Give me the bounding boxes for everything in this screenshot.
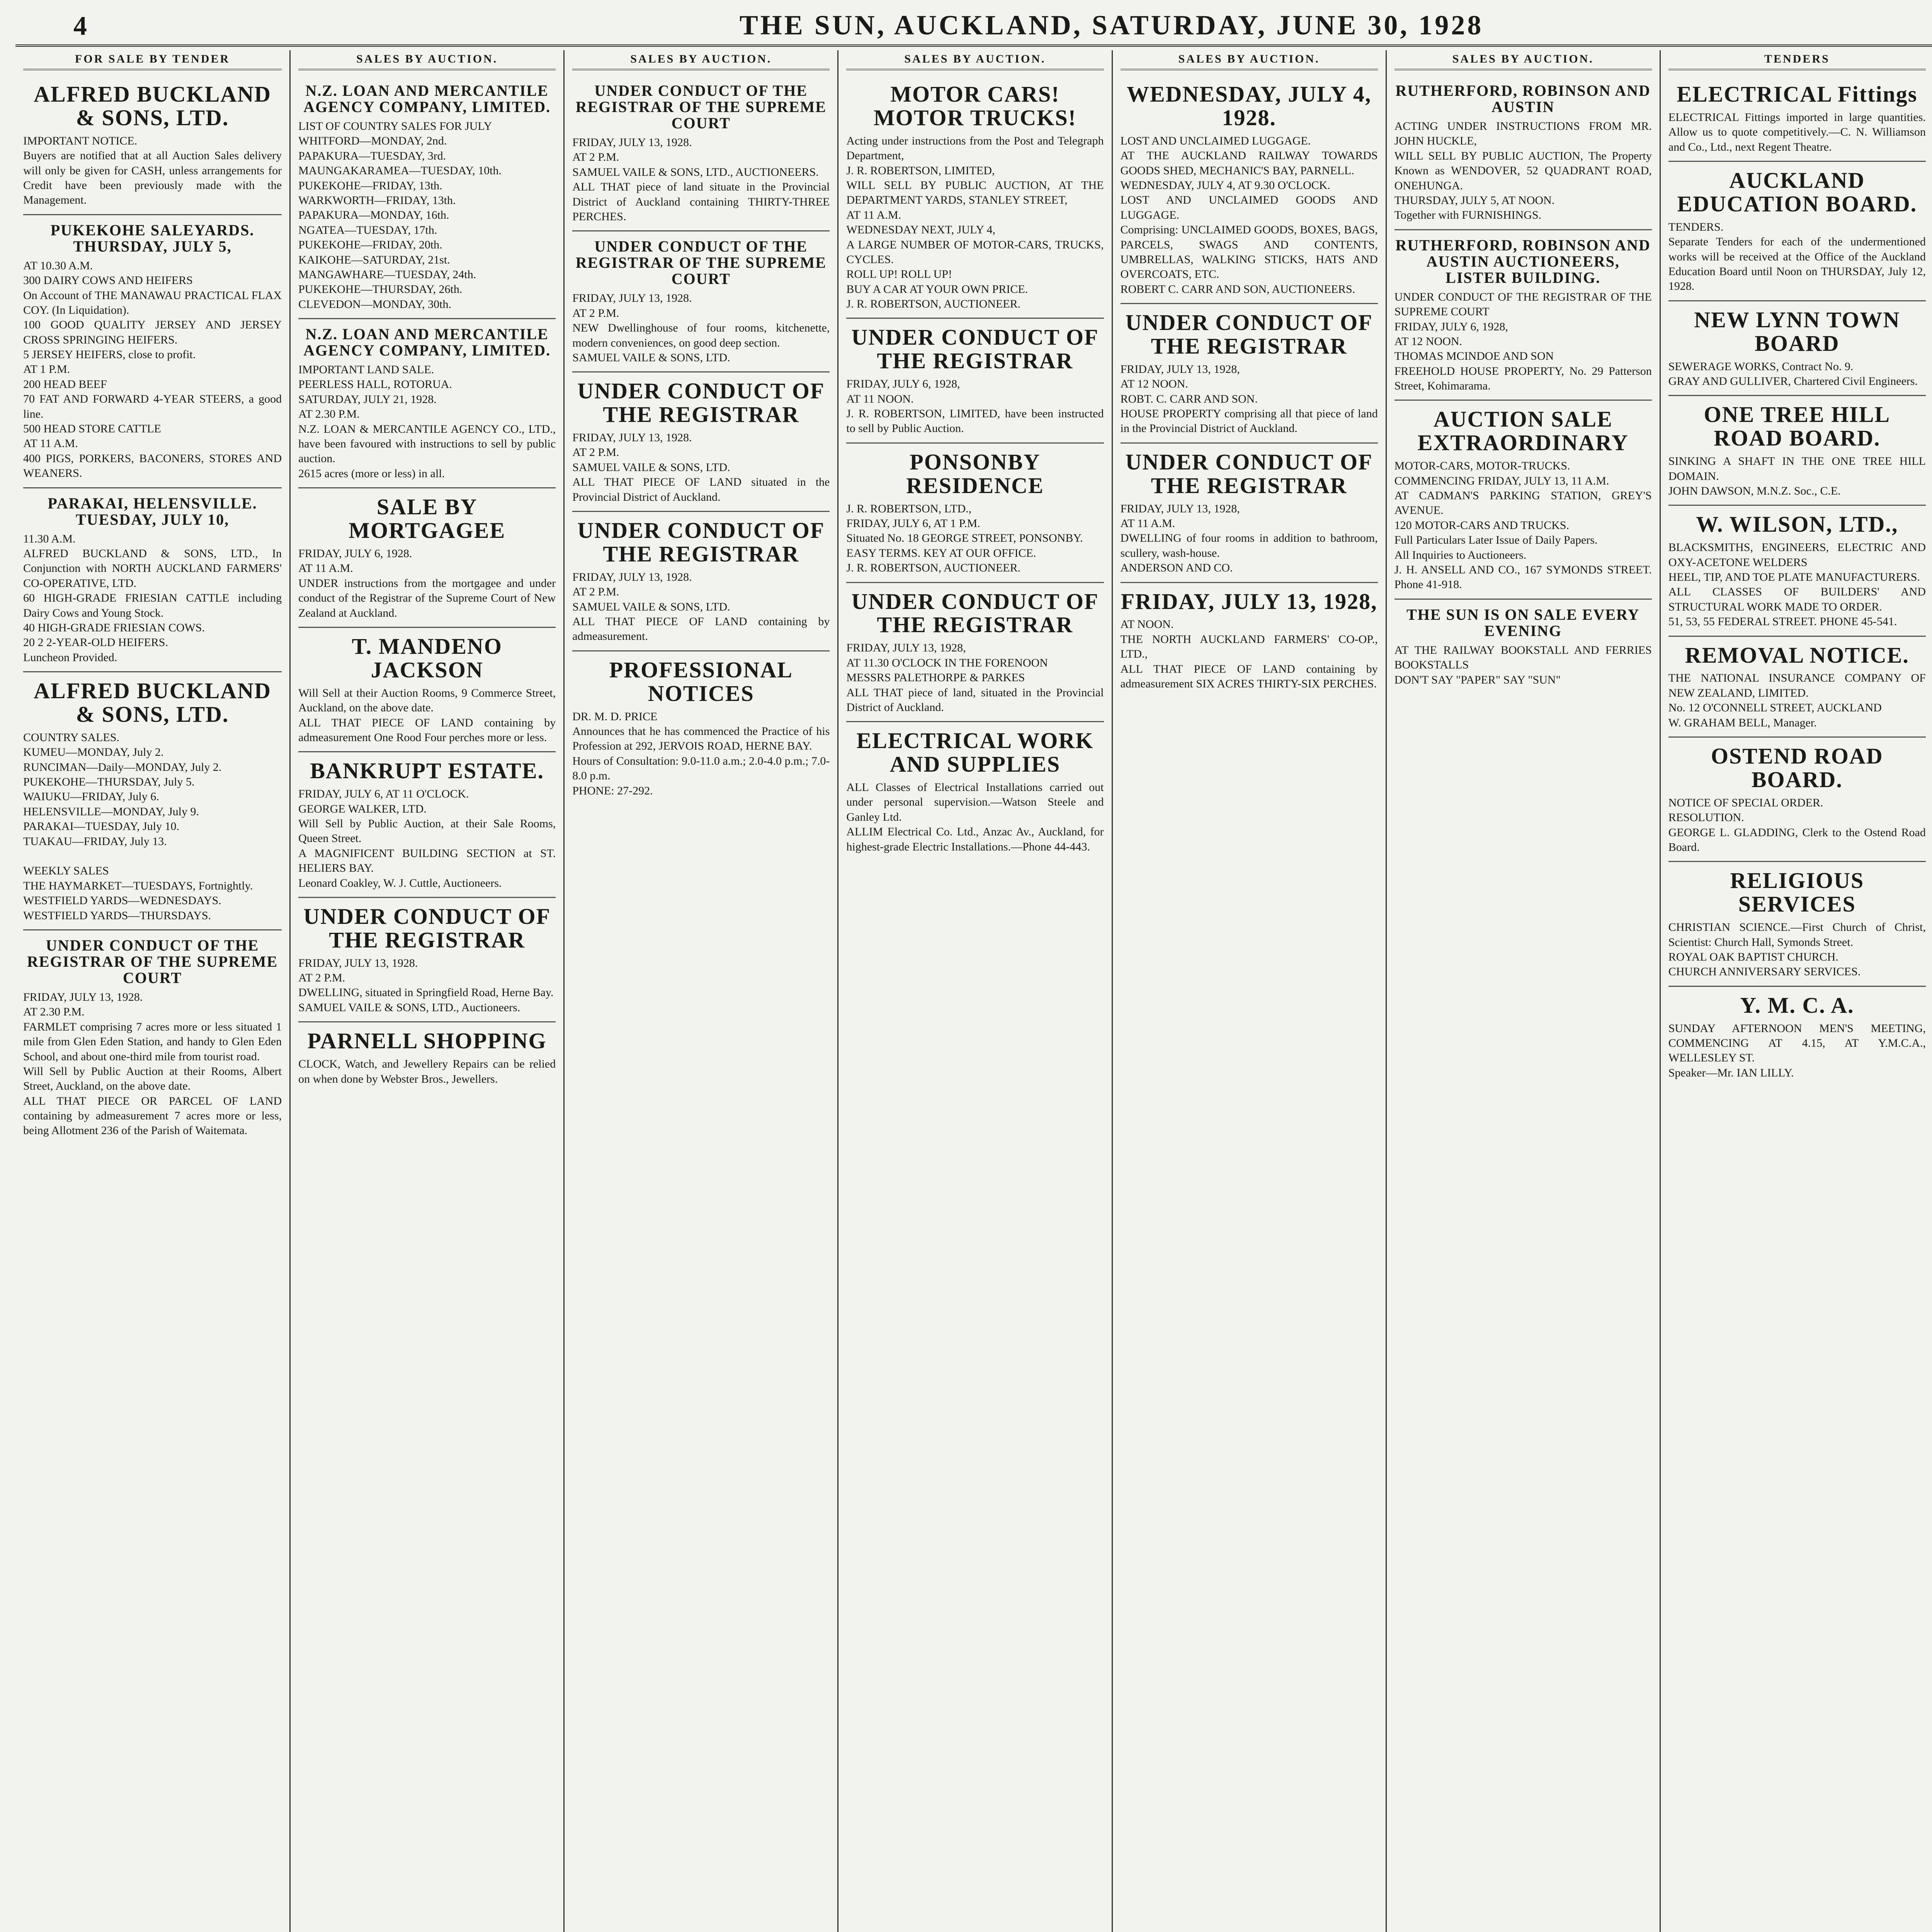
column-heading: SALES BY AUCTION. xyxy=(298,50,556,70)
advertisement-heading: MOTOR CARS! MOTOR TRUCKS! xyxy=(873,82,1077,130)
advertisement-heading: PUKEKOHE SALEYARDS. THURSDAY, JULY 5, xyxy=(50,221,255,255)
advertisement-body: SINKING A SHAFT IN THE ONE TREE HILL DOMAIN. JOHN DAWSON, M.N.Z. Soc., C.E. xyxy=(1668,455,1926,497)
advertisement xyxy=(572,651,830,804)
advertisement xyxy=(1395,600,1652,694)
advertisement-heading: UNDER CONDUCT OF THE REGISTRAR xyxy=(1125,449,1373,498)
column-heading: SALES BY AUCTION. xyxy=(1121,50,1378,70)
advertisement xyxy=(23,672,282,930)
advertisement-body: IMPORTANT LAND SALE. PEERLESS HALL, ROTORUA. SATURDAY, JULY 21, 1928. AT 2.30 P.M. N.Z. LOAN & MERCANTILE AGENCY CO., LTD., have been favoured with instructions to sell by public auction. 2615 acres (more or less) in all. xyxy=(298,363,556,480)
advertisement xyxy=(298,319,556,488)
advertisement-heading: PARAKAI, HELENSVILLE. TUESDAY, JULY 10, xyxy=(48,494,257,528)
advertisement-heading: UNDER CONDUCT OF THE REGISTRAR xyxy=(577,518,825,566)
advertisement xyxy=(1668,301,1926,396)
column-1 xyxy=(15,50,289,1932)
advertisement-heading: WEDNESDAY, JULY 4, 1928. xyxy=(1126,82,1372,130)
advertisement-body: FRIDAY, JULY 13, 1928. AT 2 P.M. NEW Dwellinghouse of four rooms, kitchenette, modern conveniences, on good deep section. SAMUEL VAILE & SONS, LTD. xyxy=(572,292,830,364)
advertisement-body: J. R. ROBERTSON, LTD., FRIDAY, JULY 6, AT 1 P.M. Situated No. 18 GEORGE STREET, PONSONBY. EASY TERMS. KEY AT OUR OFFICE. J. R. ROBERTSON, AUCTIONEER. xyxy=(846,502,1083,575)
advertisement-body: ELECTRICAL Fittings imported in large quantities. Allow us to quote competitively.—C. N. Williamson and Co., Ltd., next Regent Theatre. xyxy=(1668,111,1926,153)
advertisement xyxy=(1668,987,1926,1087)
advertisement-body: IMPORTANT NOTICE. Buyers are notified that at all Auction Sales delivery will only be given for CASH, unless arrangements for Credit have been previously made with the Management. xyxy=(23,134,282,207)
advertisement-heading: UNDER CONDUCT OF THE REGISTRAR xyxy=(577,378,825,427)
advertisement xyxy=(572,372,830,512)
masthead xyxy=(15,8,1932,47)
advertisement-heading: UNDER CONDUCT OF THE REGISTRAR xyxy=(303,903,551,952)
column-3 xyxy=(563,50,837,1932)
advertisement-heading: RUTHERFORD, ROBINSON AND AUSTIN AUCTIONEERS, LISTER BUILDING. xyxy=(1395,236,1651,286)
advertisement-heading: T. MANDENO JACKSON xyxy=(352,633,502,682)
column-5 xyxy=(1112,50,1386,1932)
advertisement-heading: RUTHERFORD, ROBINSON AND AUSTIN xyxy=(1395,82,1651,116)
advertisement xyxy=(23,930,282,1145)
advertisement-body: BLACKSMITHS, ENGINEERS, ELECTRIC AND OXY-ACETONE WELDERS HEEL, TIP, AND TOE PLATE MANUFACTURERS. ALL CLASSES OF BUILDERS' AND STRUCTURAL WORK MADE TO ORDER. 51, 53, 55 FEDERAL STREET. PHONE 45-541. xyxy=(1668,541,1926,628)
advertisement-body: ACTING UNDER INSTRUCTIONS FROM MR. JOHN HUCKLE, WILL SELL BY PUBLIC AUCTION, The Property Known as WENDOVER, 52 QUADRANT ROAD, ONEHUNGA. THURSDAY, JULY 5, AT NOON. Together with FURNISHINGS. xyxy=(1394,120,1652,222)
advertisement-body: FRIDAY, JULY 6, 1928, AT 11 NOON. J. R. ROBERTSON, LIMITED, have been instructed to sell by Public Auction. xyxy=(846,378,1104,435)
advertisement-heading: OSTEND ROAD BOARD. xyxy=(1711,743,1883,792)
advertisement-body: SEWERAGE WORKS, Contract No. 9. GRAY AND GULLIVER, Chartered Civil Engineers. xyxy=(1668,360,1918,388)
column-2 xyxy=(289,50,563,1932)
advertisement-body: SUNDAY AFTERNOON MEN'S MEETING, COMMENCING AT 4.15, AT Y.M.C.A., WELLESLEY ST. Speaker—Mr. IAN LILLY. xyxy=(1668,1022,1926,1079)
advertisement xyxy=(1668,76,1926,162)
column-heading: FOR SALE BY TENDER xyxy=(23,50,282,70)
advertisement-heading: UNDER CONDUCT OF THE REGISTRAR xyxy=(851,325,1099,374)
advertisement-heading: ELECTRICAL WORK AND SUPPLIES xyxy=(856,728,1094,777)
advertisement-heading: ALFRED BUCKLAND & SONS, LTD. xyxy=(34,678,271,727)
advertisement xyxy=(1668,862,1926,986)
advertisement-heading: UNDER CONDUCT OF THE REGISTRAR OF THE SUPREME COURT xyxy=(27,936,278,986)
advertisement xyxy=(1668,162,1926,301)
advertisement-body: FRIDAY, JULY 13, 1928. AT 2 P.M. SAMUEL VAILE & SONS, LTD., AUCTIONEERS. ALL THAT piece of land situate in the Provincial District of Auckland containing THIRTY-THREE PERCHES. xyxy=(572,136,830,223)
advertisement-heading: RELIGIOUS SERVICES xyxy=(1730,868,1864,917)
advertisement-heading: UNDER CONDUCT OF THE REGISTRAR xyxy=(1125,310,1373,359)
advertisement-heading: ELECTRICAL Fittings xyxy=(1677,82,1918,107)
advertisement-body: UNDER CONDUCT OF THE REGISTRAR OF THE SUPREME COURT FRIDAY, JULY 6, 1928, AT 12 NOON. THOMAS MCINDOE AND SON FREEHOLD HOUSE PROPERTY, No. 29 Patterson Street, Kohimarama. xyxy=(1394,290,1652,393)
advertisement xyxy=(298,488,556,628)
advertisement xyxy=(1395,76,1652,230)
advertisement-heading: N.Z. LOAN AND MERCANTILE AGENCY COMPANY, LIMITED. xyxy=(303,325,551,359)
advertisement-heading: N.Z. LOAN AND MERCANTILE AGENCY COMPANY, LIMITED. xyxy=(303,82,551,116)
column-4 xyxy=(837,50,1111,1932)
advertisement-body: NOTICE OF SPECIAL ORDER. RESOLUTION. GEORGE L. GLADDING, Clerk to the Ostend Road Board. xyxy=(1668,796,1926,854)
advertisement-body: FRIDAY, JULY 13, 1928. AT 2 P.M. SAMUEL VAILE & SONS, LTD. ALL THAT PIECE OF LAND situated in the Provincial District of Auckland. xyxy=(572,431,830,503)
advertisement-heading: AUCTION SALE EXTRAORDINARY xyxy=(1417,406,1629,456)
advertisement-body: AT 10.30 A.M. 300 DAIRY COWS AND HEIFERS On Account of THE MANAWAU PRACTICAL FLAX COY. (In Liquidation). 100 GOOD QUALITY JERSEY AND JERSEY CROSS SPRINGING HEIFERS. 5 JERSEY HEIFERS, close to profit. AT 1 P.M. 200 HEAD BEEF 70 FAT AND FORWARD 4-YEAR STEERS, a good line. 500 HEAD STORE CATTLE AT 11 A.M. 400 PIGS, PORKERS, BACONERS, STORES AND WEANERS. xyxy=(23,259,282,480)
advertisement xyxy=(846,444,1104,583)
advertisement xyxy=(846,583,1104,723)
advertisement xyxy=(1121,444,1378,583)
column-heading: SALES BY AUCTION. xyxy=(572,50,830,70)
advertisement xyxy=(23,488,282,673)
advertisement-heading: Y. M. C. A. xyxy=(1740,992,1854,1018)
advertisement-body: ALL Classes of Electrical Installations carried out under personal supervision.—Watson Steele and Ganley Ltd. ALLIM Electrical Co. Ltd., Anzac Av., Auckland, for highest-grade Electric Installations.—Phone 44-443. xyxy=(846,781,1104,853)
advertisement-body: LOST AND UNCLAIMED LUGGAGE. AT THE AUCKLAND RAILWAY TOWARDS GOODS SHED, MECHANIC'S BAY, PARNELL. WEDNESDAY, JULY 4, AT 9.30 O'CLOCK. LOST AND UNCLAIMED GOODS AND LUGGAGE. Comprising: UNCLAIMED GOODS, BOXES, BAGS, PARCELS, SWAGS AND CONTENTS, UMBRELLAS, WALKING STICKS, HATS AND OVERCOATS, ETC. ROBERT C. CARR AND SON, AUCTIONEERS. xyxy=(1120,134,1378,296)
advertisement-body: CLOCK, Watch, and Jewellery Repairs can be relied on when done by Webster Bros., Jewellers. xyxy=(298,1058,556,1085)
page-columns xyxy=(15,50,1932,1932)
advertisement-body: FRIDAY, JULY 13, 1928, AT 12 NOON. ROBT. C. CARR AND SON. HOUSE PROPERTY comprising all that piece of land in the Provincial District of Auckland. xyxy=(1120,362,1378,435)
advertisement-body: MOTOR-CARS, MOTOR-TRUCKS. COMMENCING FRIDAY, JULY 13, 11 A.M. AT CADMAN'S PARKING STATION, GREY'S AVENUE. 120 MOTOR-CARS AND TRUCKS. Full Particulars Later Issue of Daily Papers. All Inquiries to Auctioneers. J. H. ANSELL AND CO., 167 SYMONDS STREET. Phone 41-918. xyxy=(1394,459,1652,591)
advertisement-heading: REMOVAL NOTICE. xyxy=(1685,642,1909,668)
advertisement-body: DR. M. D. PRICE Announces that he has commenced the Practice of his Profession at 292, JERVOIS ROAD, HERNE BAY. Hours of Consultation: 9.0-11.0 a.m.; 2.0-4.0 p.m.; 7.0-8.0 p.m. PHONE: 27-292. xyxy=(572,710,830,797)
page-number: 4 xyxy=(73,11,87,41)
advertisement xyxy=(298,752,556,898)
advertisement-body: FRIDAY, JULY 13, 1928, AT 11 A.M. DWELLING of four rooms in addition to bathroom, scullery, wash-house. ANDERSON AND CO. xyxy=(1120,502,1378,575)
advertisement-heading: UNDER CONDUCT OF THE REGISTRAR OF THE SUPREME COURT xyxy=(575,238,827,288)
advertisement xyxy=(572,76,830,231)
advertisement-body: FRIDAY, JULY 6, AT 11 O'CLOCK. GEORGE WALKER, LTD. Will Sell by Public Auction, at their Sale Rooms, Queen Street. A MAGNIFICENT BUILDING SECTION at ST. HELIERS BAY. Leonard Coakley, W. J. Cuttle, Auctioneers. xyxy=(298,787,556,889)
advertisement-heading: PROFESSIONAL NOTICES xyxy=(609,657,793,706)
advertisement xyxy=(23,76,282,215)
advertisement-body: AT THE RAILWAY BOOKSTALL AND FERRIES BOOKSTALLS DON'T SAY "PAPER" SAY "SUN" xyxy=(1394,643,1652,686)
advertisement-heading: PONSONBY RESIDENCE xyxy=(906,449,1044,498)
advertisement-body: FRIDAY, JULY 13, 1928. AT 2 P.M. SAMUEL VAILE & SONS, LTD. ALL THAT PIECE OF LAND containing by admeasurement. xyxy=(572,570,830,643)
advertisement-body: Acting under instructions from the Post and Telegraph Department, J. R. ROBERTSON, LIMITED, WILL SELL BY PUBLIC AUCTION, AT THE DEPARTMENT YARDS, STANLEY STREET, AT 11 A.M. WEDNESDAY NEXT, JULY 4, A LARGE NUMBER OF MOTOR-CARS, TRUCKS, CYCLES. ROLL UP! ROLL UP! BUY A CAR AT YOUR OWN PRICE. J. R. ROBERTSON, AUCTIONEER. xyxy=(846,134,1104,311)
advertisement xyxy=(1668,637,1926,738)
advertisement-body: FRIDAY, JULY 13, 1928. AT 2 P.M. DWELLING, situated in Springfield Road, Herne Bay. SAMUEL VAILE & SONS, LTD., Auctioneers. xyxy=(298,956,554,1014)
advertisement xyxy=(1395,401,1652,599)
advertisement-body: FRIDAY, JULY 6, 1928. AT 11 A.M. UNDER instructions from the mortgagee and under conduct of the Registrar of the Supreme Court of New Zealand at Auckland. xyxy=(298,547,556,619)
column-heading: SALES BY AUCTION. xyxy=(846,50,1104,70)
advertisement-heading: FRIDAY, JULY 13, 1928, xyxy=(1121,588,1378,614)
advertisement-heading: ONE TREE HILL ROAD BOARD. xyxy=(1704,402,1891,451)
advertisement-heading: UNDER CONDUCT OF THE REGISTRAR xyxy=(851,588,1099,638)
advertisement xyxy=(1121,583,1378,698)
advertisement xyxy=(846,319,1104,443)
advertisement xyxy=(298,628,556,752)
advertisement xyxy=(846,76,1104,319)
column-heading: TENDERS xyxy=(1668,50,1926,70)
column-heading: SALES BY AUCTION. xyxy=(1395,50,1652,70)
advertisement xyxy=(572,231,830,372)
advertisement xyxy=(1121,304,1378,444)
advertisement-heading: NEW LYNN TOWN BOARD xyxy=(1694,307,1900,356)
advertisement xyxy=(846,722,1104,861)
advertisement-heading: BANKRUPT ESTATE. xyxy=(310,758,544,784)
advertisement-heading: W. WILSON, LTD., xyxy=(1696,512,1898,537)
advertisement xyxy=(298,898,556,1022)
advertisement xyxy=(1395,230,1652,401)
advertisement-heading: ALFRED BUCKLAND & SONS, LTD. xyxy=(34,82,271,130)
advertisement xyxy=(298,76,556,319)
advertisement-body: TENDERS. Separate Tenders for each of the undermentioned works will be received at the Office of the Auckland Education Board until Noon on THURSDAY, July 12, 1928. xyxy=(1668,220,1926,293)
advertisement-body: FRIDAY, JULY 13, 1928. AT 2.30 P.M. FARMLET comprising 7 acres more or less situated 1 mile from Glen Eden Station, and handy to Glen Eden School, and about one-third mile from tourist road. Will Sell by Public Auction at their Rooms, Albert Street, Auckland, on the above date. ALL THAT PIECE OR PARCEL OF LAND containing by admeasurement 7 acres more or less, being Allotment 236 of the Parish of Waitemata. xyxy=(23,990,282,1137)
newspaper-title: THE SUN, AUCKLAND, SATURDAY, JUNE 30, 1928 xyxy=(739,10,1484,41)
advertisement-body: Will Sell at their Auction Rooms, 9 Commerce Street, Auckland, on the above date. ALL THAT PIECE OF LAND containing by admeasurement One Rood Four perches more or less. xyxy=(298,686,556,744)
advertisement-heading: THE SUN IS ON SALE EVERY EVENING xyxy=(1406,605,1640,639)
advertisement xyxy=(1668,738,1926,862)
advertisement-body: COUNTRY SALES. KUMEU—MONDAY, July 2. RUNCIMAN—Daily—MONDAY, July 2. PUKEKOHE—THURSDAY, July 5. WAIUKU—FRIDAY, July 6. HELENSVILLE—MONDAY, July 9. PARAKAI—TUESDAY, July 10. TUAKAU—FRIDAY, July 13. WEEKLY SALES THE HAYMARKET—TUESDAYS, Fortnightly. WESTFIELD YARDS—WEDNESDAYS. WESTFIELD YARDS—THURSDAYS. xyxy=(23,731,253,922)
advertisement xyxy=(572,512,830,651)
advertisement-body: LIST OF COUNTRY SALES FOR JULY WHITFORD—MONDAY, 2nd. PAPAKURA—TUESDAY, 3rd. MAUNGAKARAMEA—TUESDAY, 10th. PUKEKOHE—FRIDAY, 13th. WARKWORTH—FRIDAY, 13th. PAPAKURA—MONDAY, 16th. NGATEA—TUESDAY, 17th. PUKEKOHE—FRIDAY, 20th. KAIKOHE—SATURDAY, 21st. MANGAWHARE—TUESDAY, 24th. PUKEKOHE—THURSDAY, 26th. CLEVEDON—MONDAY, 30th. xyxy=(298,120,502,311)
advertisement-body: CHRISTIAN SCIENCE.—First Church of Christ, Scientist: Church Hall, Symonds Street. ROYAL OAK BAPTIST CHURCH. CHURCH ANNIVERSARY SERVICES. xyxy=(1668,921,1926,978)
advertisement xyxy=(23,215,282,488)
column-6 xyxy=(1386,50,1660,1932)
advertisement xyxy=(1668,396,1926,506)
advertisement xyxy=(298,1022,556,1093)
advertisement-body: THE NATIONAL INSURANCE COMPANY OF NEW ZEALAND, LIMITED. No. 12 O'CONNELL STREET, AUCKLAND W. GRAHAM BELL, Manager. xyxy=(1668,672,1926,729)
advertisement-body: FRIDAY, JULY 13, 1928, AT 11.30 O'CLOCK IN THE FORENOON MESSRS PALETHORPE & PARKES ALL THAT piece of land, situated in the Provincial District of Auckland. xyxy=(846,641,1104,714)
advertisement-body: AT NOON. THE NORTH AUCKLAND FARMERS' CO-OP., LTD., ALL THAT PIECE OF LAND containing by admeasurement SIX ACRES THIRTY-SIX PERCHES. xyxy=(1120,618,1378,690)
advertisement-heading: UNDER CONDUCT OF THE REGISTRAR OF THE SUPREME COURT xyxy=(575,82,827,132)
advertisement-heading: AUCKLAND EDUCATION BOARD. xyxy=(1677,168,1917,216)
advertisement-heading: SALE BY MORTGAGEE xyxy=(349,494,506,543)
advertisement xyxy=(1121,76,1378,304)
advertisement-heading: PARNELL SHOPPING xyxy=(307,1028,547,1054)
column-7 xyxy=(1660,50,1932,1932)
advertisement xyxy=(1668,506,1926,636)
advertisement-body: 11.30 A.M. ALFRED BUCKLAND & SONS, LTD., In Conjunction with NORTH AUCKLAND FARMERS' CO-OPERATIVE, LTD. 60 HIGH-GRADE FRIESIAN CATTLE including Dairy Cows and Young Stock. 40 HIGH-GRADE FRIESIAN COWS. 20 2 2-YEAR-OLD HEIFERS. Luncheon Provided. xyxy=(23,532,282,664)
